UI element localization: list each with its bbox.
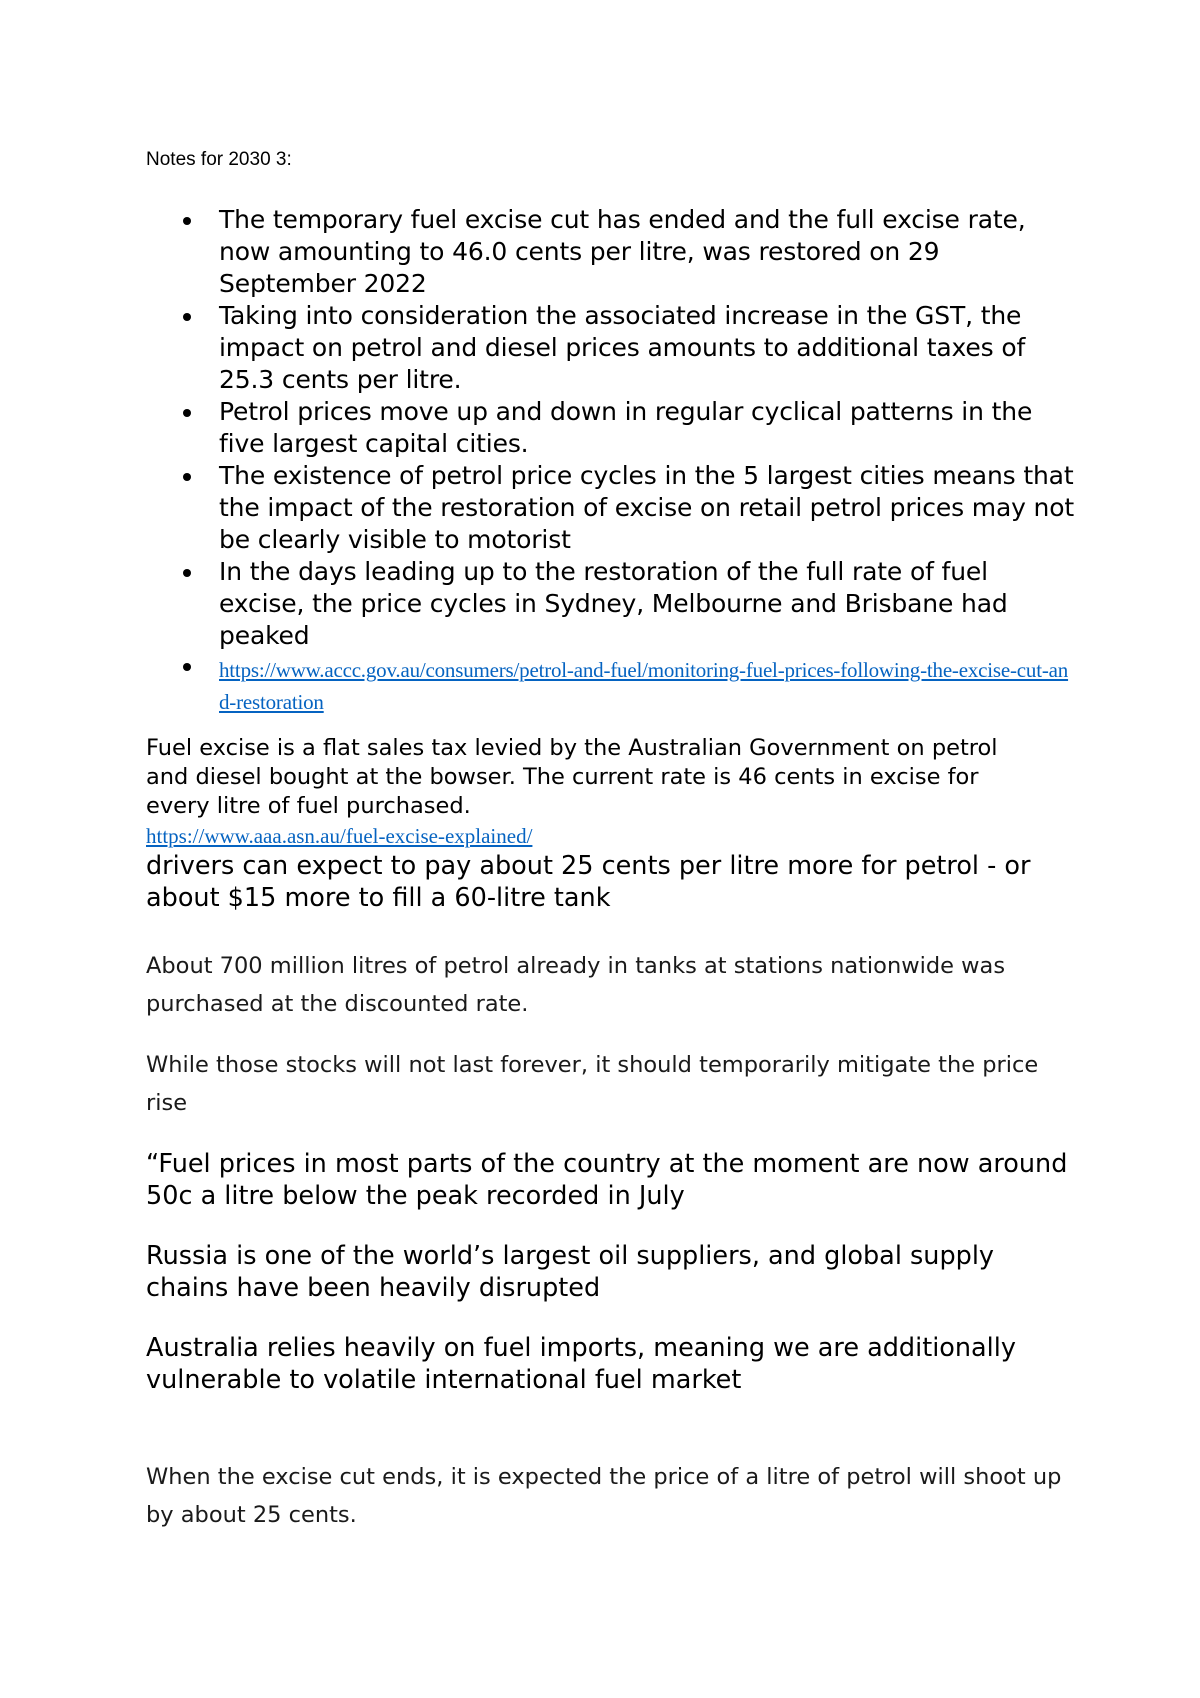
notes-bullet-list xyxy=(146,204,1076,717)
stations-paragraph: About 700 million litres of petrol already in tanks at stations nationwide was purchased at the discounted rate. xyxy=(146,953,1006,1017)
fuel-prices-paragraph: “Fuel prices in most parts of the country at the moment are now around 50c a litre below the peak recorded in July xyxy=(146,1149,1068,1211)
aaa-link[interactable]: https://www.aaa.asn.au/fuel-excise-explained/ xyxy=(146,824,533,848)
excise-cut-paragraph: When the excise cut ends, it is expected the price of a litre of petrol will shoot up by about 25 cents. xyxy=(146,1464,1062,1528)
bullet-item xyxy=(146,396,1076,460)
bullet-dot-icon xyxy=(183,409,191,417)
accc-link[interactable]: https://www.accc.gov.au/consumers/petrol-and-fuel/monitoring-fuel-prices-following-the-excise-cut-and-restoration xyxy=(219,658,1069,714)
notes-heading: Notes for 2030 3: xyxy=(146,149,292,170)
russia-paragraph: Russia is one of the world’s largest oil suppliers, and global supply chains have been heavily disrupted xyxy=(146,1241,994,1303)
stocks-paragraph: While those stocks will not last forever, it should temporarily mitigate the price rise xyxy=(146,1052,1039,1116)
bullet-text: Petrol prices move up and down in regular cyclical patterns in the five largest capital cities. xyxy=(219,397,1033,458)
bullet-dot-icon xyxy=(183,663,191,671)
bullet-text: In the days leading up to the restoration of the full rate of fuel excise, the price cycles in Sydney, Melbourne and Brisbane had peaked xyxy=(219,557,1008,650)
bullet-item xyxy=(146,204,1076,300)
bullet-item xyxy=(146,300,1076,396)
bullet-dot-icon xyxy=(183,217,191,225)
excise-paragraph: Fuel excise is a flat sales tax levied by the Australian Government on petrol and diesel bought at the bowser. The current rate is 46 cents in excise for every litre of fuel purchased. xyxy=(146,735,998,819)
bullet-dot-icon xyxy=(183,313,191,321)
aaa-link-paragraph xyxy=(146,823,1076,849)
drivers-paragraph: drivers can expect to pay about 25 cents per litre more for petrol - or about $15 more to fill a 60-litre tank xyxy=(146,851,1031,913)
bullet-item xyxy=(146,556,1076,652)
bullet-dot-icon xyxy=(183,473,191,481)
bullet-text: The temporary fuel excise cut has ended and the full excise rate, now amounting to 46.0 cents per litre, was restored on 29 September 2022 xyxy=(219,205,1026,298)
bullet-text: The existence of petrol price cycles in the 5 largest cities means that the impact of the restoration of excise on retail petrol prices may not be clearly visible to motorist xyxy=(219,461,1075,554)
bullet-item-link xyxy=(146,653,1076,717)
australia-paragraph: Australia relies heavily on fuel imports, meaning we are additionally vulnerable to volatile international fuel market xyxy=(146,1333,1016,1395)
bullet-dot-icon xyxy=(183,569,191,577)
bullet-item xyxy=(146,460,1076,556)
bullet-text: Taking into consideration the associated increase in the GST, the impact on petrol and diesel prices amounts to additional taxes of 25.3 cents per litre. xyxy=(219,301,1026,394)
